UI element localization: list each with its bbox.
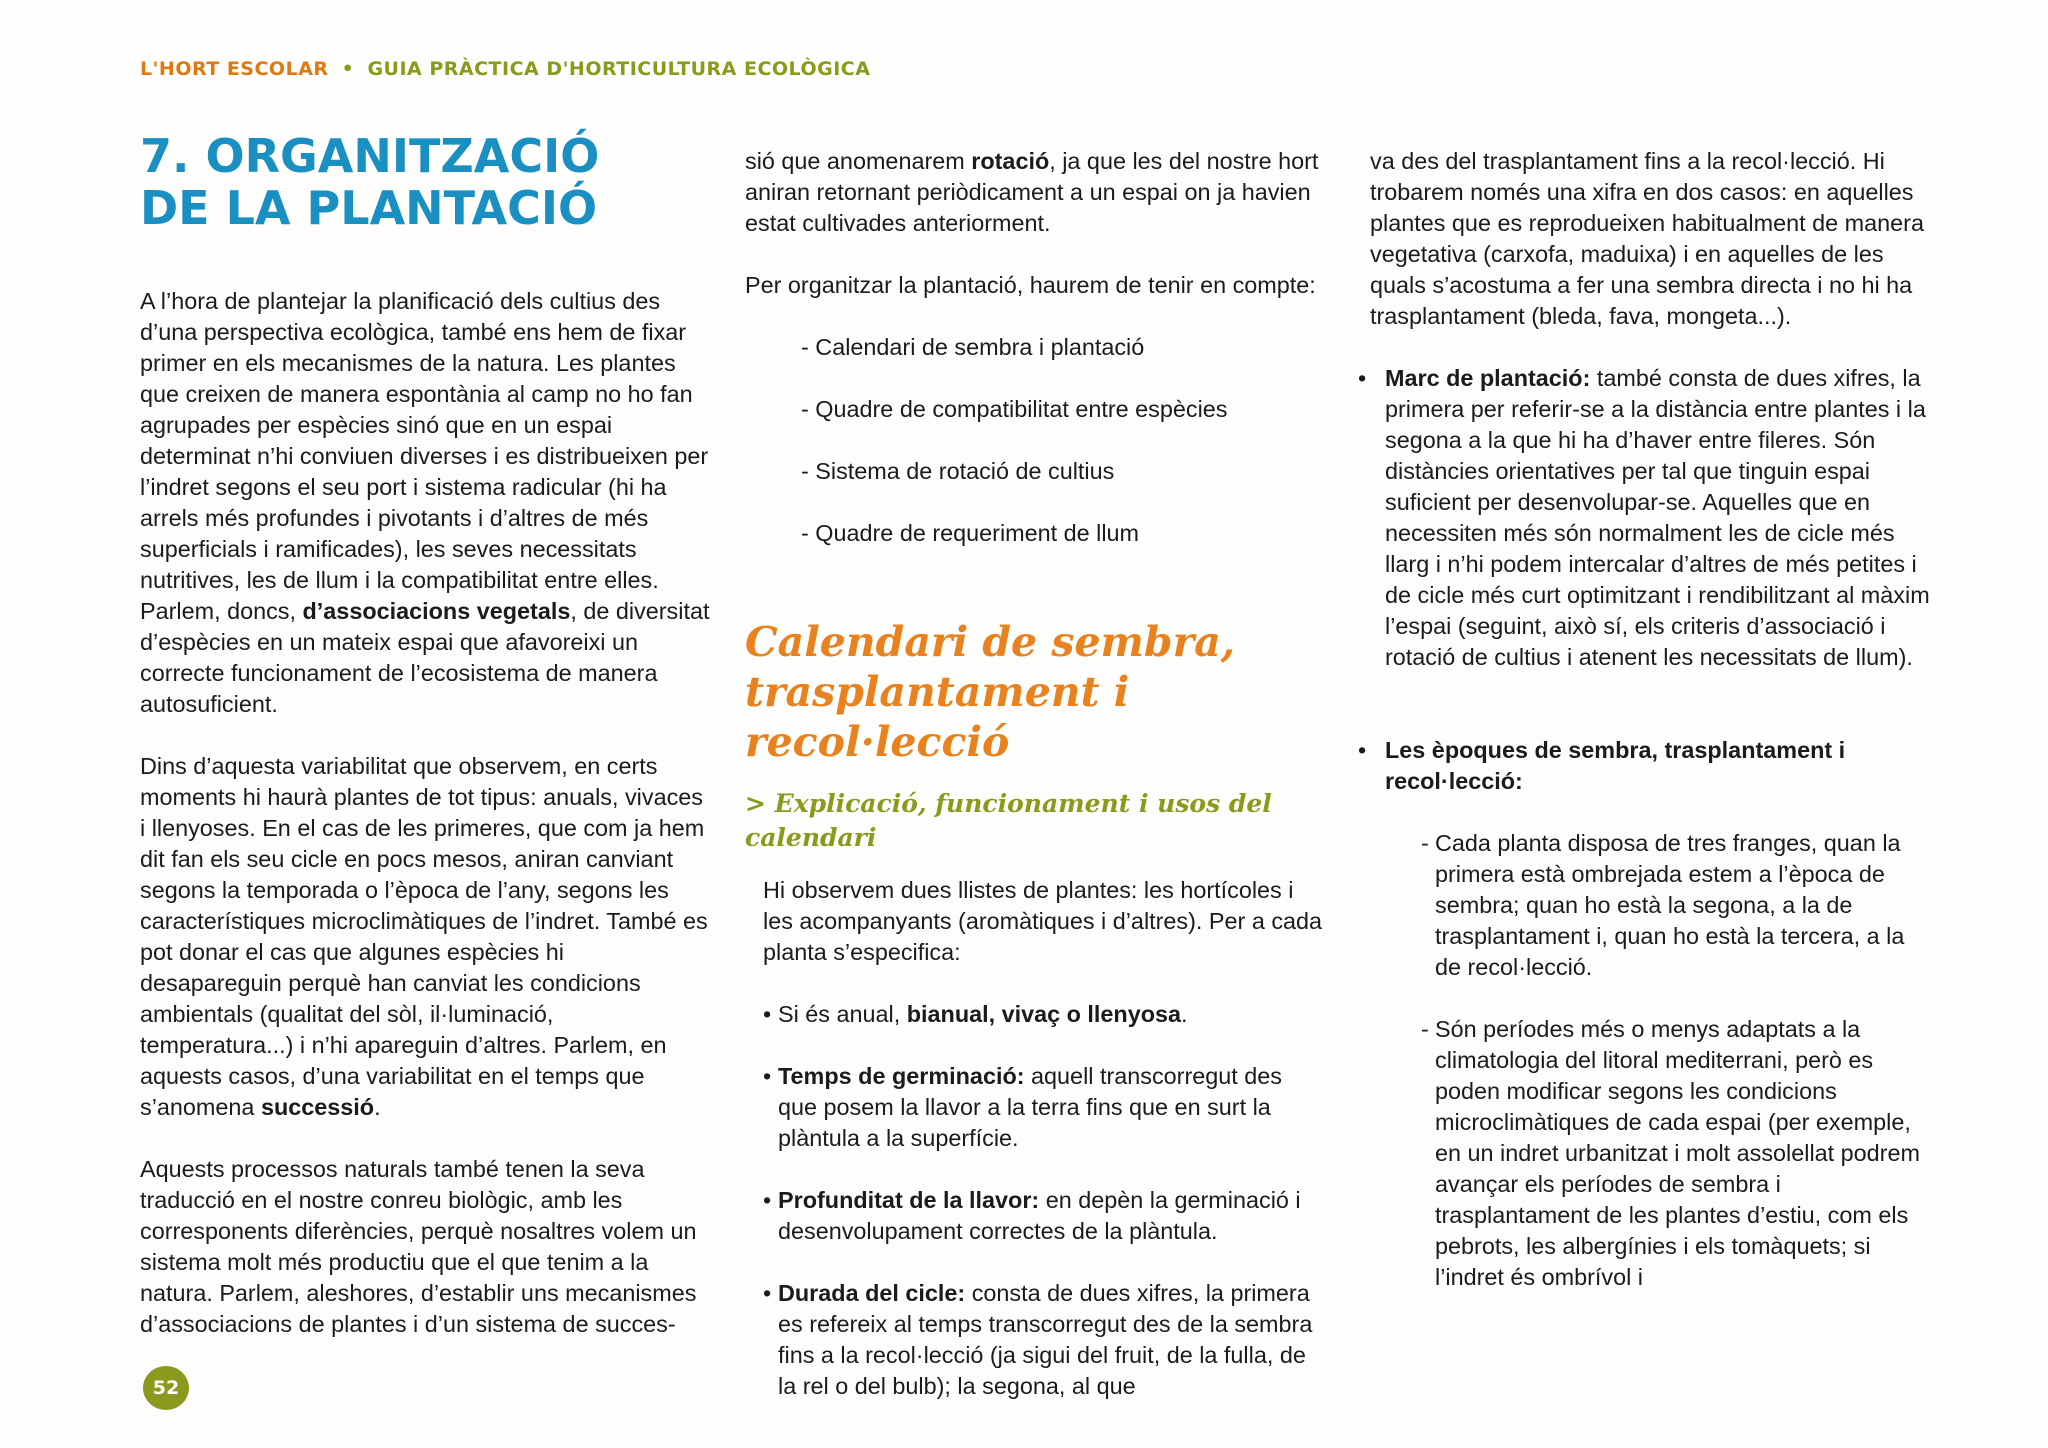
text: també consta de dues xifres, la primera per referir-se a la distància entre plantes i la segona a la que hi ha d’haver entre fileres. Són distàncies orientatives per tal que tinguin espai suficient per desenvolupar-se. Aquelles que en necessiten més són normalment les de cicle més llarg i n’hi podem intercalar d’altres de més petites i de cicle més curt optimitzant i rendibilitzant al màxim l’espai (seguint, això sí, els criteris d’associació i rotació de cultius i atenent les necessitats de llum). [1385,365,1930,670]
list-item [1370,735,1935,1293]
bold-term: Profunditat de la llavor: [778,1187,1040,1213]
text: , de diversitat d’espècies en un mateix espai que afavoreixi un correcte funcionament de l’ecosistema de manera autosuficient. [140,598,710,717]
text: . [1181,1001,1188,1027]
paragraph: Aquests processos naturals també tenen la seva traducció en el nostre conreu biològic, amb les corresponents diferències, perquè nosaltres volem un sistema molt més productiu que el que tenim a la natura. Parlem, aleshores, d’establir uns mecanismes d’associacions de plantes i d’un sistema de succes- [140,1156,697,1337]
list-item: - Calendari de sembra i plantació [801,332,1325,363]
header-book-title: L'HORT ESCOLAR [140,58,329,80]
text: A l’hora de plantejar la planificació dels cultius des d’una perspectiva ecològica, també ens hem de fixar primer en els mecanismes de la natura. Les plantes que creixen de manera espontània al camp no ho fan agrupades per espècies sinó que en un espai determinat n’hi conviuen diverses i es distribueixen per l’indret segons el seu port i sistema radicular (hi ha arrels més profundes i pivotants i d’altres de més superficials i ramificades), les seves necessitats nutritives, les de llum i la compatibilitat entre elles. Parlem, doncs, [140,288,709,624]
list-item [763,999,1325,1030]
list-item: - Cada planta disposa de tres franges, quan la primera està ombrejada estem a l’època de sembra; quan ho està la segona, a la de trasplantament i, quan ho està la tercera, a la de recol·lecció. [1421,828,1935,983]
text: en depèn la germinació i desenvolupament correctes de la plàntula. [778,1187,1301,1244]
list-item: - Quadre de requeriment de llum [801,518,1325,549]
column-2 [745,146,1325,1433]
paragraph: Per organitzar la plantació, haurem de tenir en compte: [745,272,1316,298]
bold-term: Les èpoques de sembra, trasplantament i recol·lecció: [1385,737,1846,794]
bold-term: successió [260,1094,375,1120]
running-header [140,58,870,80]
text: aquell transcorregut des que posem la llavor a la terra fins que en surt la plàntula a la superfície. [778,1063,1282,1151]
column-1 [140,130,710,1371]
header-separator: • [341,58,355,80]
bold-term: Marc de plantació: [1385,365,1591,391]
list-item [1370,363,1935,673]
bold-term: d’associacions vegetals [302,598,571,624]
list-item [763,1061,1325,1154]
text: sió que anomenarem [745,148,972,174]
text: Dins d’aquesta variabilitat que observem, en certs moments hi haurà plantes de tot tipus: anuals, vivaces i llenyoses. En el cas de les primeres, que com ja hem dit fan els seu cicle en pocs mesos, aniran canviant segons la temporada o l’època de l’any, segons les característiques microclimàtiques de l’indret. També es pot donar el cas que algunes espècies hi desapareguin perquè han canviat les condicions ambientals (qualitat del sòl, il·luminació, temperatura...) i n’hi apareguin d’altres. Parlem, en aquests casos, d’una variabilitat en el temps que s’anomena [140,753,708,1120]
page-number: 52 [143,1366,189,1410]
list-item: - Sistema de rotació de cultius [801,456,1325,487]
bold-term: bianual, vivaç o llenyosa [906,1001,1182,1027]
chapter-title-line-2: DE LA PLANTACIÓ [140,181,598,235]
paragraph: Hi observem dues llistes de plantes: les hortícoles i les acompanyants (aromàtiques i d’altres). Per a cada planta s’especifica: [763,877,1323,965]
section-title-line-2: trasplantament i recol·lecció [745,668,1130,766]
paragraph [140,286,710,720]
bold-term: rotació [971,148,1050,174]
subsection-title: > Explicació, funcionament i usos del calendari [745,789,1272,852]
bold-term: Durada del cicle: [778,1280,966,1306]
text: consta de dues xifres, la primera es refereix al temps transcorregut des de la sembra fins a la recol·lecció (ja sigui del fruit, de la fulla, de la rel o del bulb); la segona, al que [778,1280,1313,1399]
header-book-subtitle: GUIA PRÀCTICA D'HORTICULTURA ECOLÒGICA [367,58,871,80]
chapter-title [140,130,710,234]
list-item [763,1185,1325,1247]
considerations-list [745,332,1325,549]
section-title-line-1: Calendari de sembra, [745,618,1236,666]
paragraph [140,751,710,1123]
text: , ja que les del nostre hort aniran retornant periòdicament a un espai on ja havien estat cultivades anteriorment. [745,148,1319,236]
list-item: - Són períodes més o menys adaptats a la climatologia del litoral mediterrani, però es poden modificar segons les condicions microclimàtiques de cada espai (per exemple, en un indret urbanitzat i molt assolellat podrem avançar els períodes de sembra i trasplantament de les plantes d’estiu, com els pebrots, les albergínies i els tomàquets; si l’indret és ombrívol i [1421,1014,1935,1293]
list-item: - Quadre de compatibilitat entre espècies [801,394,1325,425]
section-title [745,617,1325,767]
text: Si és anual, [778,1001,907,1027]
text: . [374,1094,381,1120]
plant-attributes-list [745,999,1325,1402]
periods-list [1385,828,1935,1293]
list-item [763,1278,1325,1402]
paragraph: va des del trasplantament fins a la recol·lecció. Hi trobarem només una xifra en dos casos: en aquelles plantes que es reprodueixen habitualment de manera vegetativa (carxofa, maduixa) i en aquelles de les quals s’acostuma a fer una sembra directa i no hi ha trasplantament (bleda, fava, mongeta...). [1370,148,1924,329]
bold-term: Temps de germinació: [778,1063,1025,1089]
chapter-title-line-1: 7. ORGANITZACIÓ [140,129,600,183]
calendar-details-list [1370,363,1935,1293]
paragraph [745,146,1325,239]
column-3 [1370,146,1935,1324]
